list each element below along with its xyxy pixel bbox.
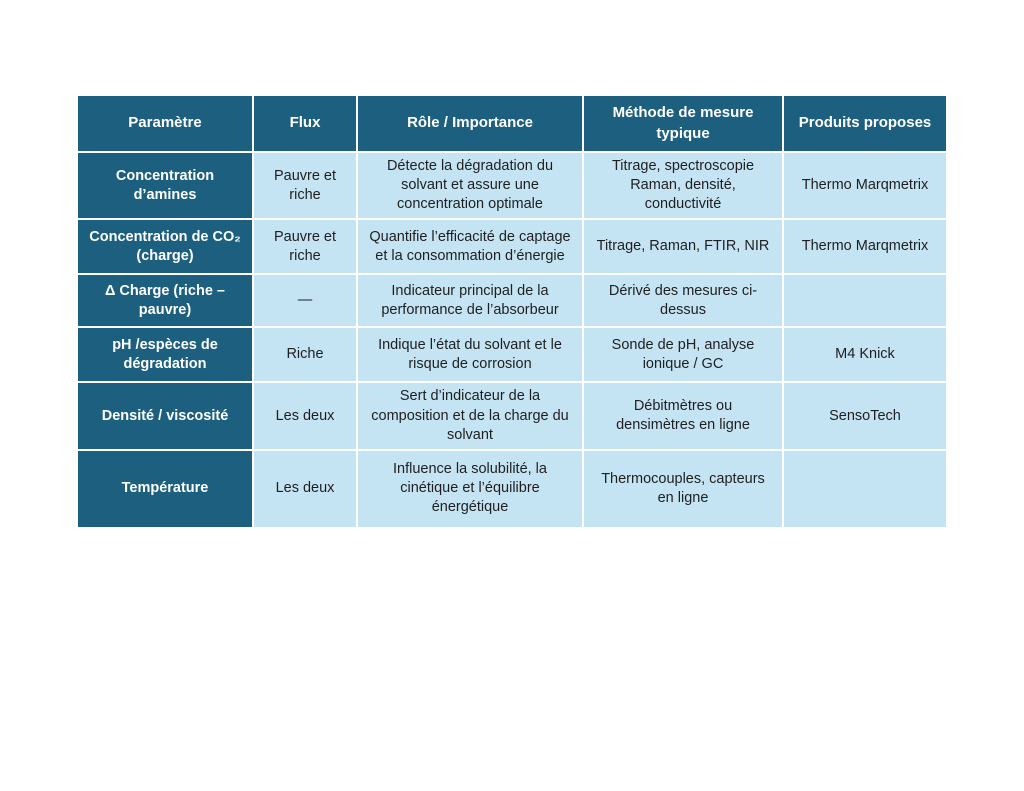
table-row [77, 382, 947, 449]
table-row [77, 327, 947, 382]
table-header-row [77, 95, 947, 152]
cell-role: Sert d’indicateur de la composition et de la charge du solvant [357, 382, 583, 449]
cell-parametre: pH /espèces de dégradation [77, 327, 253, 382]
cell-flux: — [253, 274, 357, 327]
cell-methode: Dérivé des mesures ci-dessus [583, 274, 783, 327]
cell-parametre: Densité / viscosité [77, 382, 253, 449]
cell-flux: Les deux [253, 450, 357, 528]
cell-methode: Titrage, Raman, FTIR, NIR [583, 219, 783, 274]
cell-produits [783, 450, 947, 528]
cell-parametre: Concentration de CO₂ (charge) [77, 219, 253, 274]
table-row [77, 450, 947, 528]
cell-parametre: Δ Charge (riche – pauvre) [77, 274, 253, 327]
cell-flux: Pauvre et riche [253, 219, 357, 274]
cell-parametre: Température [77, 450, 253, 528]
cell-produits: Thermo Marqmetrix [783, 152, 947, 219]
table-row [77, 152, 947, 219]
column-header-produits: Produits proposes [783, 95, 947, 152]
cell-methode: Sonde de pH, analyse ionique / GC [583, 327, 783, 382]
table-row [77, 274, 947, 327]
column-header-role: Rôle / Importance [357, 95, 583, 152]
cell-produits: M4 Knick [783, 327, 947, 382]
cell-produits: Thermo Marqmetrix [783, 219, 947, 274]
cell-flux: Riche [253, 327, 357, 382]
cell-role: Influence la solubilité, la cinétique et l’équilibre énergétique [357, 450, 583, 528]
column-header-flux: Flux [253, 95, 357, 152]
column-header-methode: Méthode de mesure typique [583, 95, 783, 152]
cell-role: Indique l’état du solvant et le risque de corrosion [357, 327, 583, 382]
cell-methode: Débitmètres ou densimètres en ligne [583, 382, 783, 449]
column-header-parametre: Paramètre [77, 95, 253, 152]
parameters-table [76, 94, 948, 529]
table-row [77, 219, 947, 274]
cell-role: Indicateur principal de la performance de l’absorbeur [357, 274, 583, 327]
cell-produits: SensoTech [783, 382, 947, 449]
cell-parametre: Concentration d’amines [77, 152, 253, 219]
cell-flux: Les deux [253, 382, 357, 449]
cell-produits [783, 274, 947, 327]
cell-role: Quantifie l’efficacité de captage et la consommation d’énergie [357, 219, 583, 274]
cell-methode: Titrage, spectroscopie Raman, densité, conductivité [583, 152, 783, 219]
cell-flux: Pauvre et riche [253, 152, 357, 219]
cell-methode: Thermocouples, capteurs en ligne [583, 450, 783, 528]
cell-role: Détecte la dégradation du solvant et assure une concentration optimale [357, 152, 583, 219]
